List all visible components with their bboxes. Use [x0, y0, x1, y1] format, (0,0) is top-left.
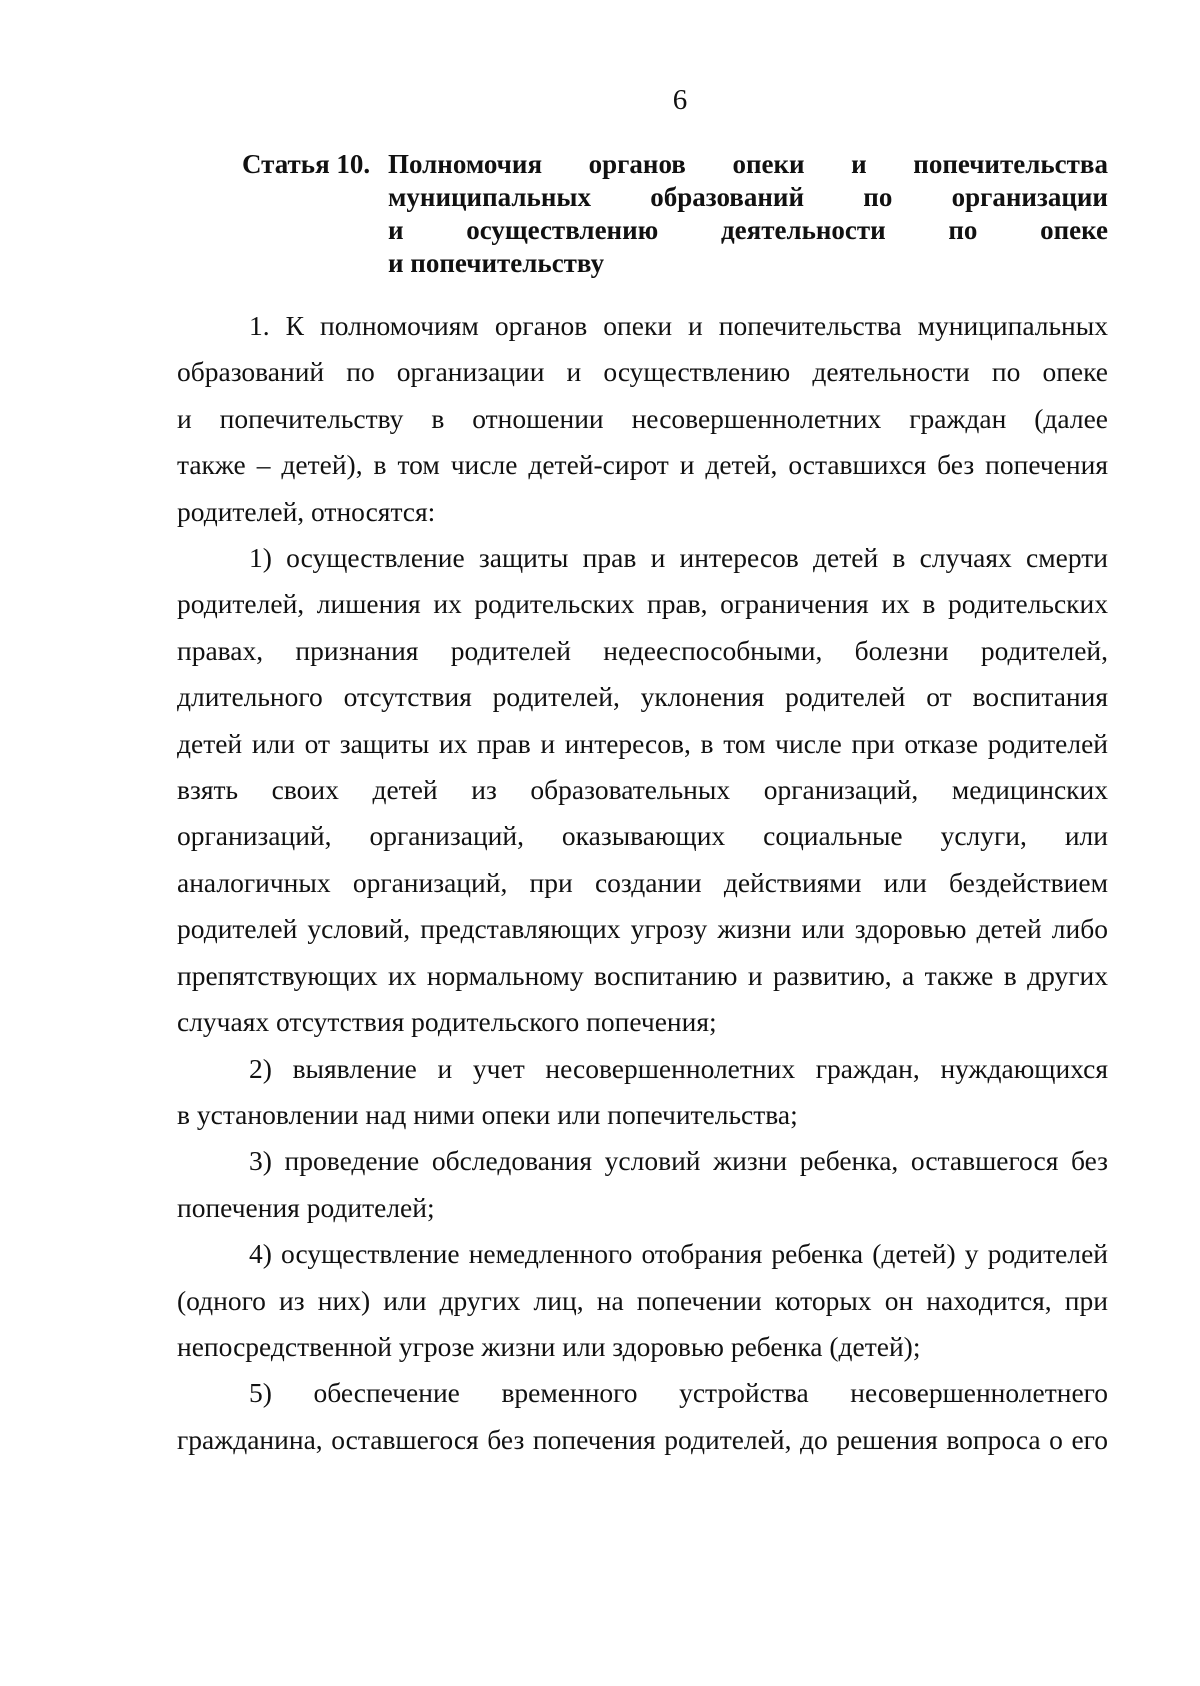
page-number: 6 [672, 84, 688, 116]
article-title-line: муниципальных образований по организации [388, 182, 1108, 212]
paragraph-line: родителей условий, представляющих угрозу жизни или здоровью детей либо [177, 913, 1108, 945]
paragraph-line: непосредственной угрозе жизни или здоровью ребенка (детей); [177, 1330, 921, 1362]
paragraph-line: 1) осуществление защиты прав и интересов детей в случаях смерти [249, 542, 1108, 574]
paragraph-line: родителей, лишения их родительских прав, ограничения их в родительских [177, 588, 1108, 620]
paragraph-line: в установлении над ними опеки или попечительства; [177, 1098, 798, 1130]
paragraph-line: и попечительству в отношении несовершеннолетних граждан (далее [177, 402, 1108, 434]
paragraph-line: также – детей), в том числе детей-сирот и детей, оставшихся без попечения [177, 449, 1108, 481]
paragraph [177, 1138, 1108, 1231]
article-body [177, 303, 1108, 1463]
paragraph-line: случаях отсутствия родительского попечения; [177, 1006, 717, 1038]
paragraph-line: 5) обеспечение временного устройства несовершеннолетнего [249, 1377, 1108, 1409]
paragraph-line: образований по организации и осуществлению деятельности по опеке [177, 356, 1108, 388]
article-label: Статья 10. [242, 149, 371, 179]
article-title-line: и осуществлению деятельности по опеке [388, 215, 1108, 245]
paragraph [177, 303, 1108, 535]
article-heading [242, 148, 1108, 280]
paragraph-line: детей или от защиты их прав и интересов, в том числе при отказе родителей [177, 727, 1108, 759]
paragraph-line: препятствующих их нормальному воспитанию и развитию, а также в других [177, 959, 1108, 991]
paragraph [177, 1046, 1108, 1139]
paragraph-line: попечения родителей; [177, 1191, 435, 1223]
paragraph-line: правах, признания родителей недееспособными, болезни родителей, [177, 634, 1108, 666]
paragraph-line: аналогичных организаций, при создании действиями или бездействием [177, 866, 1108, 898]
paragraph-line: 1. К полномочиям органов опеки и попечительства муниципальных [249, 310, 1108, 341]
paragraph-line: гражданина, оставшегося без попечения родителей, до решения вопроса о его [177, 1423, 1108, 1455]
article-title-line: и попечительству [388, 248, 605, 278]
paragraph-line: организаций, организаций, оказывающих социальные услуги, или [177, 820, 1108, 852]
paragraph-line: 3) проведение обследования условий жизни ребенка, оставшегося без [249, 1145, 1108, 1177]
paragraph-line: (одного из них) или других лиц, на попечении которых он находится, при [177, 1284, 1108, 1316]
paragraph-line: взять своих детей из образовательных организаций, медицинских [177, 774, 1108, 806]
paragraph-line: 2) выявление и учет несовершеннолетних граждан, нуждающихся [249, 1052, 1108, 1084]
article-title-line: Полномочия органов опеки и попечительства [388, 149, 1108, 179]
paragraph [177, 1370, 1108, 1463]
paragraph-line: родителей, относятся: [177, 495, 436, 527]
paragraph [177, 535, 1108, 1045]
article-title [388, 148, 1108, 280]
paragraph [177, 1231, 1108, 1370]
paragraph-line: длительного отсутствия родителей, уклонения родителей от воспитания [177, 681, 1108, 713]
paragraph-line: 4) осуществление немедленного отобрания ребенка (детей) у родителей [249, 1238, 1108, 1270]
